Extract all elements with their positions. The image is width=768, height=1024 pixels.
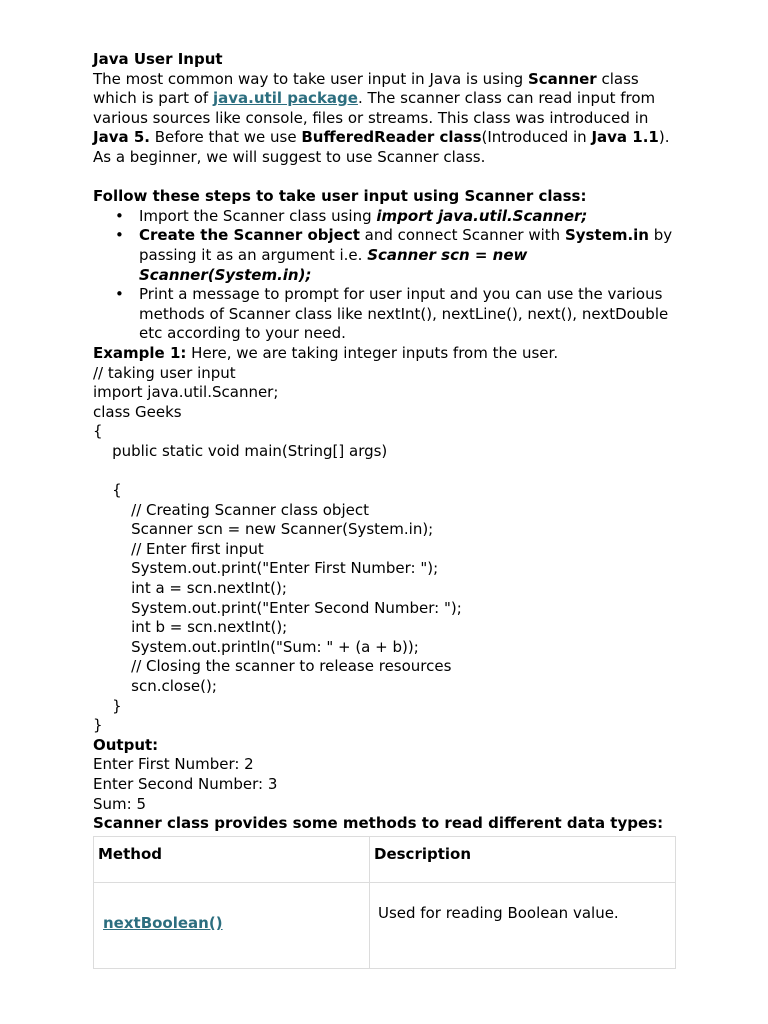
- code-line: Scanner scn = new Scanner(System.in);: [93, 520, 434, 539]
- code-line: System.out.print("Enter First Number: ");: [93, 559, 439, 578]
- code-line: // Creating Scanner class object: [93, 500, 369, 519]
- method-cell: [94, 882, 370, 968]
- column-header-description: Description: [370, 836, 676, 882]
- code-line: System.out.print("Enter Second Number: ");: [93, 598, 462, 617]
- document-page: [93, 50, 678, 969]
- code-line: int b = scn.nextInt();: [93, 618, 288, 637]
- list-item: • Import the Scanner class using import java.util.Scanner;: [93, 207, 678, 227]
- code-line: [93, 461, 678, 481]
- description-cell: Used for reading Boolean value.: [370, 882, 676, 968]
- column-header-method: Method: [94, 836, 370, 882]
- code-line: scn.close();: [93, 677, 217, 695]
- output-line: Sum: 5: [93, 794, 147, 813]
- code-line: // Closing the scanner to release resources: [93, 657, 452, 676]
- code-line: System.out.println("Sum: " + (a + b));: [93, 637, 419, 656]
- output-line: Enter Second Number: 3: [93, 774, 278, 793]
- java-util-package-link[interactable]: java.util package: [212, 89, 358, 108]
- example-intro: Example 1: Here, we are taking integer inputs from the user.: [93, 343, 559, 362]
- code-block: [93, 364, 678, 736]
- code-line: public static void main(String[] args): [93, 441, 388, 460]
- code-line: int a = scn.nextInt();: [93, 579, 287, 598]
- spacer: [93, 168, 678, 188]
- list-item: • Print a message to prompt for user input and you can use the various methods of Scanner class like nextInt(), nextLine(), next(), nextDouble etc according to your need.: [93, 285, 678, 344]
- table-row: [94, 882, 676, 968]
- output-line: Enter First Number: 2: [93, 755, 254, 774]
- output-block: [93, 755, 678, 814]
- methods-table: [93, 836, 676, 969]
- code-line: }: [93, 716, 103, 735]
- method-link[interactable]: nextBoolean(): [103, 913, 223, 932]
- code-line: {: [93, 422, 103, 441]
- table-header-row: [94, 836, 676, 882]
- code-line: import java.util.Scanner;: [93, 383, 279, 402]
- intro-paragraph: The most common way to take user input in Java is using Scanner class which is part of java.util package. The scanner class can read input from various sources like console, files or streams. This class was introduced in Java 5. Before that we use BufferedReader class(Introduced in Java 1.1). As a beginner, we will suggest to use Scanner class.: [93, 69, 670, 166]
- code-line: // taking user input: [93, 363, 236, 382]
- steps-heading: Follow these steps to take user input using Scanner class:: [93, 187, 587, 206]
- list-item: • Create the Scanner object and connect Scanner with System.in by passing it as an argument i.e. Scanner scn = new Scanner(System.in);: [93, 226, 678, 285]
- page-title: Java User Input: [93, 50, 223, 68]
- code-line: // Enter first input: [93, 539, 264, 558]
- code-line: class Geeks: [93, 402, 182, 421]
- output-label: Output:: [93, 735, 159, 754]
- code-line: {: [93, 481, 122, 500]
- code-line: }: [93, 696, 122, 715]
- steps-list: [93, 207, 678, 344]
- methods-heading: Scanner class provides some methods to read different data types:: [93, 814, 664, 833]
